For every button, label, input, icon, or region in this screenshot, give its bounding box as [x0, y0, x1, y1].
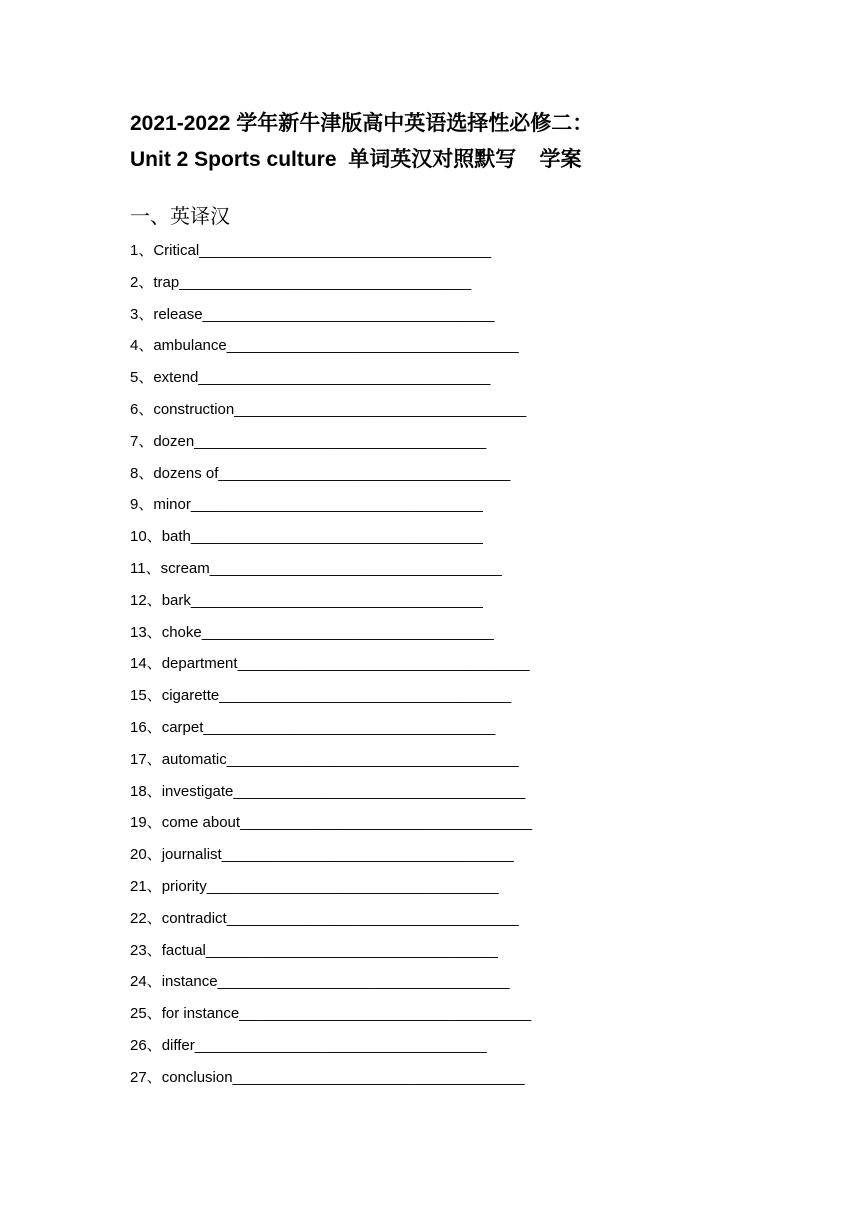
item-number: 2、: [130, 273, 154, 291]
item-word: come about: [161, 814, 241, 832]
item-word: ambulance: [153, 337, 227, 355]
item-word: carpet: [161, 718, 204, 736]
list-item: [130, 903, 532, 935]
answer-blank: ___________________________________: [221, 846, 514, 864]
list-item: [130, 807, 532, 839]
section-heading: 一、英译汉: [130, 206, 230, 228]
answer-blank: ___________________________________: [203, 718, 496, 736]
item-word: bark: [161, 591, 191, 609]
list-item: [130, 744, 532, 776]
list-item: [130, 521, 532, 553]
list-item: [130, 585, 532, 617]
answer-blank: ___________________________________: [240, 814, 533, 832]
item-word: dozen: [153, 432, 195, 450]
answer-blank: ___________________________________: [226, 750, 519, 768]
item-number: 11、: [130, 559, 161, 577]
answer-blank: ___________________________________: [218, 464, 511, 482]
answer-blank: ___________________________________: [194, 432, 487, 450]
item-word: conclusion: [161, 1068, 233, 1086]
answer-blank: ___________________________________: [194, 1036, 487, 1054]
list-item: [130, 458, 532, 490]
item-number: 16、: [130, 718, 162, 736]
item-number: 25、: [130, 1005, 162, 1023]
answer-blank: ___________________________________: [234, 400, 527, 418]
vocabulary-list: [130, 235, 532, 1094]
item-number: 13、: [130, 623, 162, 641]
answer-blank: ___________________________________: [206, 877, 499, 895]
item-word: extend: [153, 369, 199, 387]
item-word: bath: [161, 528, 191, 546]
item-word: for instance: [161, 1005, 240, 1023]
item-word: cigarette: [161, 687, 220, 705]
item-word: department: [161, 655, 238, 673]
item-number: 1、: [130, 242, 154, 259]
answer-blank: ___________________________________: [201, 623, 494, 641]
list-item: [130, 776, 532, 808]
document-title: [130, 106, 810, 178]
item-number: 8、: [130, 464, 154, 482]
answer-blank: ___________________________________: [202, 305, 495, 323]
list-item: [130, 680, 532, 712]
list-item: [130, 299, 532, 331]
answer-blank: ___________________________________: [209, 559, 502, 577]
item-number: 4、: [130, 337, 154, 355]
list-item: [130, 330, 532, 362]
item-word: Critical: [153, 242, 200, 259]
item-word: instance: [161, 973, 218, 991]
item-number: 26、: [130, 1036, 162, 1054]
item-number: 19、: [130, 814, 162, 832]
item-number: 27、: [130, 1068, 162, 1086]
item-word: dozens of: [153, 464, 219, 482]
item-number: 20、: [130, 846, 162, 864]
list-item: [130, 966, 532, 998]
list-item: [130, 712, 532, 744]
title-line-2: Unit 2 Sports culture 单词英汉对照默写 学案: [130, 148, 582, 171]
answer-blank: ___________________________________: [237, 655, 530, 673]
list-item: [130, 935, 532, 967]
answer-blank: ___________________________________: [226, 337, 519, 355]
item-word: release: [153, 305, 203, 323]
answer-blank: ___________________________________: [232, 1068, 525, 1086]
item-number: 21、: [130, 877, 162, 895]
list-item: [130, 1062, 532, 1094]
answer-blank: ___________________________________: [199, 242, 492, 259]
answer-blank: ___________________________________: [190, 528, 483, 546]
list-item: [130, 362, 532, 394]
item-word: trap: [153, 273, 180, 291]
answer-blank: ___________________________________: [219, 687, 512, 705]
item-word: contradict: [161, 909, 227, 927]
item-number: 5、: [130, 369, 154, 387]
list-item: [130, 489, 532, 521]
answer-blank: ___________________________________: [179, 273, 472, 291]
list-item: [130, 998, 532, 1030]
list-item: [130, 426, 532, 458]
item-word: scream: [160, 559, 210, 577]
item-number: 15、: [130, 687, 162, 705]
item-word: factual: [161, 941, 206, 959]
answer-blank: ___________________________________: [205, 941, 498, 959]
item-number: 6、: [130, 400, 154, 418]
item-word: automatic: [161, 750, 227, 768]
item-word: journalist: [161, 846, 222, 864]
answer-blank: ___________________________________: [239, 1005, 532, 1023]
item-word: minor: [153, 496, 191, 514]
list-item: [130, 394, 532, 426]
list-item: [130, 267, 532, 299]
item-number: 7、: [130, 432, 154, 450]
list-item: [130, 553, 532, 585]
list-item: [130, 839, 532, 871]
item-word: differ: [161, 1036, 195, 1054]
answer-blank: ___________________________________: [190, 496, 483, 514]
answer-blank: ___________________________________: [233, 782, 526, 800]
item-number: 22、: [130, 909, 162, 927]
item-number: 10、: [130, 528, 162, 546]
item-number: 17、: [130, 750, 162, 768]
list-item: [130, 871, 532, 903]
item-number: 9、: [130, 496, 154, 514]
answer-blank: ___________________________________: [190, 591, 483, 609]
list-item: [130, 617, 532, 649]
answer-blank: ___________________________________: [217, 973, 510, 991]
list-item: [130, 1030, 532, 1062]
item-word: priority: [161, 877, 207, 895]
item-number: 12、: [130, 591, 162, 609]
answer-blank: ___________________________________: [226, 909, 519, 927]
item-number: 14、: [130, 655, 162, 673]
item-number: 24、: [130, 973, 162, 991]
item-number: 23、: [130, 941, 162, 959]
list-item: [130, 235, 532, 267]
item-word: construction: [153, 400, 235, 418]
item-number: 18、: [130, 782, 162, 800]
title-line-1: 2021-2022 学年新牛津版高中英语选择性必修二：: [130, 112, 594, 135]
item-word: choke: [161, 623, 202, 641]
answer-blank: ___________________________________: [198, 369, 491, 387]
list-item: [130, 648, 532, 680]
item-number: 3、: [130, 305, 154, 323]
item-word: investigate: [161, 782, 234, 800]
